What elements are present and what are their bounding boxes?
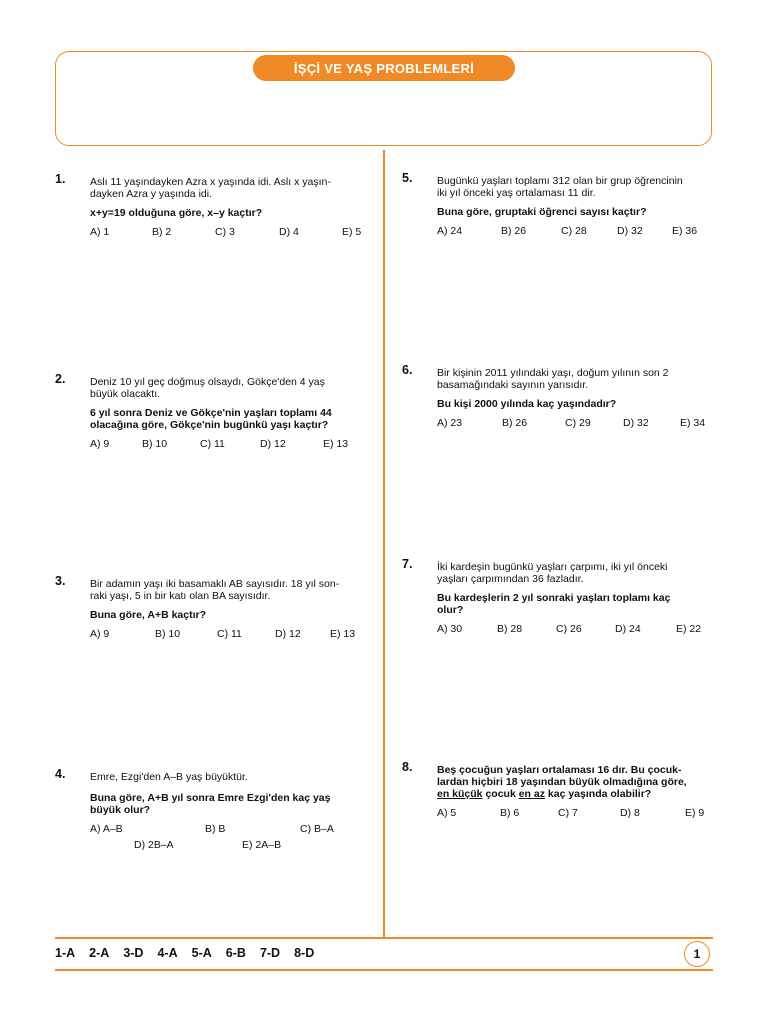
footer-divider-bottom (55, 969, 713, 971)
emphasis-smallest: en küçük (437, 788, 483, 800)
option-c[interactable]: C) 11 (217, 628, 242, 640)
column-divider (383, 150, 385, 937)
option-b[interactable]: B) 26 (502, 417, 528, 429)
option-c[interactable]: C) 11 (200, 438, 225, 450)
option-a[interactable]: A) 1 (90, 226, 110, 238)
question-text: Emre, Ezgi'den A–B yaş büyüktür. (90, 771, 248, 783)
option-d[interactable]: D) 32 (617, 225, 643, 237)
question-prompt: Buna göre, gruptaki öğrenci sayısı kaçtır? (437, 206, 647, 218)
question-text: Bugünkü yaşları toplamı 312 olan bir grup öğrencinin (437, 175, 683, 187)
option-a[interactable]: A) 23 (437, 417, 463, 429)
question-prompt-part: kaç yaşında olabilir? (544, 788, 652, 800)
option-b[interactable]: B) B (205, 823, 226, 835)
option-d[interactable]: D) 32 (623, 417, 649, 429)
question-text: yaşları çarpımından 36 fazladır. (437, 573, 584, 585)
question-number: 7. (402, 557, 413, 571)
answer-item: 1-A (55, 946, 76, 960)
question-text: Aslı 11 yaşındayken Azra x yaşında idi. Aslı x yaşın- (90, 176, 331, 188)
question-prompt: lardan hiçbiri 18 yaşından büyük olmadığına göre, (437, 776, 687, 788)
question-prompt: Bu kişi 2000 yılında kaç yaşındadır? (437, 398, 617, 410)
question-number: 4. (55, 767, 66, 781)
option-d[interactable]: D) 2B–A (134, 839, 174, 851)
question-prompt: olacağına göre, Gökçe'nin bugünkü yaşı kaçtır? (90, 419, 329, 431)
answer-key (55, 946, 328, 960)
option-e[interactable]: E) 9 (685, 807, 705, 819)
page-title: İŞÇİ VE YAŞ PROBLEMLERİ (253, 55, 515, 81)
option-b[interactable]: B) 26 (501, 225, 527, 237)
option-b[interactable]: B) 10 (155, 628, 181, 640)
footer-divider-top (55, 937, 713, 939)
option-a[interactable]: A) 9 (90, 438, 110, 450)
option-c[interactable]: C) 3 (215, 226, 235, 238)
options (437, 623, 712, 637)
options (90, 839, 380, 853)
question-text: Bir kişinin 2011 yılındaki yaşı, doğum yılının son 2 (437, 367, 669, 379)
answer-item: 6-B (225, 946, 246, 960)
question-prompt-part: çocuk (482, 788, 519, 800)
option-a[interactable]: A) 30 (437, 623, 463, 635)
option-c[interactable]: C) 29 (565, 417, 591, 429)
question-text: raki yaşı, 5 in bir katı olan BA sayısıdır. (90, 590, 271, 602)
options (437, 807, 717, 821)
option-b[interactable]: B) 2 (152, 226, 172, 238)
question-text: dayken Azra y yaşında idi. (90, 188, 212, 200)
question-number: 1. (55, 172, 66, 186)
question-prompt: x+y=19 olduğuna göre, x–y kaçtır? (90, 207, 263, 219)
options (437, 417, 712, 431)
question-text: basamağındaki sayının yarısıdır. (437, 379, 589, 391)
question-text: iki yıl önceki yaş ortalaması 11 dir. (437, 187, 596, 199)
answer-item: 7-D (259, 946, 281, 960)
options (90, 823, 380, 837)
option-a[interactable]: A) 24 (437, 225, 463, 237)
question-number: 2. (55, 372, 66, 386)
option-d[interactable]: D) 12 (275, 628, 301, 640)
option-e[interactable]: E) 13 (330, 628, 356, 640)
question-text: büyük olacaktı. (90, 388, 161, 400)
option-a[interactable]: A) 5 (437, 807, 457, 819)
option-e[interactable]: E) 22 (676, 623, 702, 635)
question-text: Deniz 10 yıl geç doğmuş olsaydı, Gökçe'den 4 yaş (90, 376, 325, 388)
option-b[interactable]: B) 28 (497, 623, 523, 635)
question-number: 6. (402, 363, 413, 377)
answer-item: 3-D (123, 946, 144, 960)
option-c[interactable]: C) 28 (561, 225, 587, 237)
question-prompt (437, 788, 717, 800)
answer-item: 5-A (191, 946, 212, 960)
option-e[interactable]: E) 13 (323, 438, 349, 450)
question-prompt: Bu kardeşlerin 2 yıl sonraki yaşları toplamı kaç (437, 592, 671, 604)
question-number: 5. (402, 171, 413, 185)
options (90, 226, 380, 240)
question-prompt: Beş çocuğun yaşları ortalaması 16 dır. Bu çocuk- (437, 764, 682, 776)
option-b[interactable]: B) 10 (142, 438, 168, 450)
option-c[interactable]: C) B–A (300, 823, 334, 835)
page-number: 1 (684, 941, 710, 967)
option-d[interactable]: D) 4 (279, 226, 299, 238)
option-d[interactable]: D) 8 (620, 807, 640, 819)
question-prompt: Buna göre, A+B kaçtır? (90, 609, 207, 621)
option-c[interactable]: C) 26 (556, 623, 582, 635)
option-a[interactable]: A) 9 (90, 628, 110, 640)
option-c[interactable]: C) 7 (558, 807, 578, 819)
options (437, 225, 712, 239)
answer-item: 4-A (157, 946, 178, 960)
question-text: İki kardeşin bugünkü yaşları çarpımı, iki yıl önceki (437, 561, 668, 573)
question-number: 8. (402, 760, 413, 774)
question-number: 3. (55, 574, 66, 588)
option-e[interactable]: E) 36 (672, 225, 698, 237)
option-e[interactable]: E) 34 (680, 417, 706, 429)
option-d[interactable]: D) 24 (615, 623, 641, 635)
question-prompt: Buna göre, A+B yıl sonra Emre Ezgi'den kaç yaş (90, 792, 331, 804)
options (90, 628, 380, 642)
question-prompt: 6 yıl sonra Deniz ve Gökçe'nin yaşları toplamı 44 (90, 407, 332, 419)
question-text: Bir adamın yaşı iki basamaklı AB sayısıdır. 18 yıl son- (90, 578, 340, 590)
option-e[interactable]: E) 5 (342, 226, 362, 238)
option-d[interactable]: D) 12 (260, 438, 286, 450)
emphasis-least: en az (518, 788, 545, 800)
answer-item: 2-A (89, 946, 110, 960)
question-prompt: büyük olur? (90, 804, 151, 816)
question-prompt: olur? (437, 604, 464, 616)
answer-item: 8-D (294, 946, 315, 960)
options (90, 438, 380, 452)
option-b[interactable]: B) 6 (500, 807, 520, 819)
option-e[interactable]: E) 2A–B (242, 839, 282, 851)
option-a[interactable]: A) A–B (90, 823, 123, 835)
